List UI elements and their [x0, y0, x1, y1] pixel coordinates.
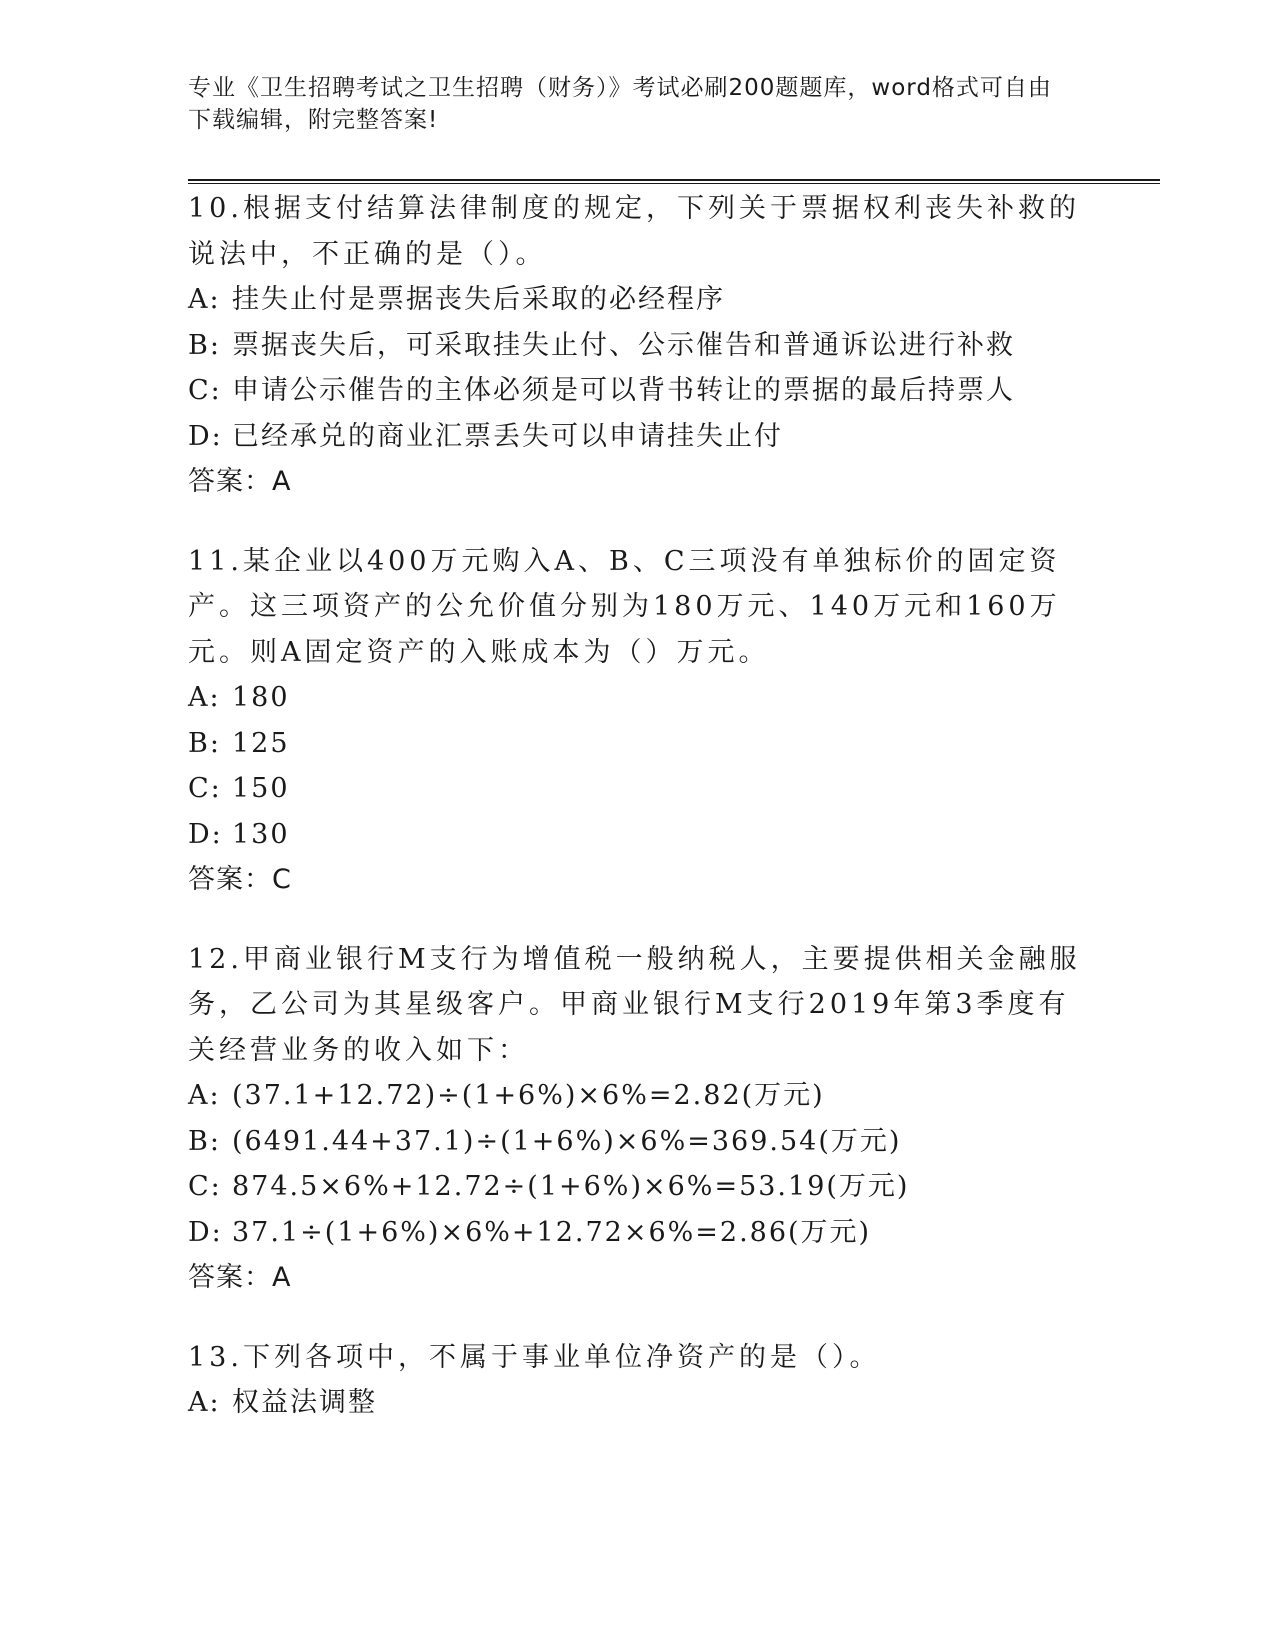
- option-a: [188, 1073, 1088, 1119]
- option-text: 37.1÷(1+6%)×6%+12.72×6%=2.86(万元): [232, 1216, 872, 1248]
- question-stem: 13.下列各项中，不属于事业单位净资产的是（）。: [188, 1341, 881, 1373]
- option-text: 130: [232, 818, 290, 850]
- question-stem: 10.根据支付结算法律制度的规定，下列关于票据权利丧失补救的说法中，不正确的是（）。: [188, 193, 1080, 270]
- option-key: B:: [188, 727, 221, 759]
- option-c: [188, 766, 1088, 812]
- option-c: [188, 368, 1088, 414]
- option-text: 874.5×6%+12.72÷(1+6%)×6%=53.19(万元): [232, 1171, 910, 1202]
- question-list: [188, 186, 1088, 1460]
- answer-line: 答案：A: [188, 1262, 292, 1293]
- option-key: D:: [188, 1216, 223, 1248]
- option-b: [188, 323, 1088, 369]
- option-text: 180: [232, 682, 290, 713]
- option-key: B:: [188, 1125, 221, 1157]
- option-a: [188, 675, 1088, 721]
- option-text: (37.1+12.72)÷(1+6%)×6%=2.82(万元): [232, 1080, 825, 1111]
- option-key: A:: [188, 1387, 221, 1418]
- header-divider: [188, 179, 1160, 184]
- option-d: [188, 812, 1088, 858]
- option-text: (6491.44+37.1)÷(1+6%)×6%=369.54(万元): [232, 1125, 902, 1157]
- option-text: 挂失止付是票据丧失后采取的必经程序: [232, 284, 725, 315]
- option-key: C:: [188, 1171, 222, 1202]
- option-key: C:: [188, 773, 222, 804]
- option-d: [188, 1210, 1088, 1256]
- option-a: [188, 1380, 1088, 1426]
- option-key: D:: [188, 818, 223, 850]
- answer-line: 答案：A: [188, 466, 292, 497]
- question-stem: 11.某企业以400万元购入A、B、C三项没有单独标价的固定资产。这三项资产的公允价值分别为180万元、140万元和160万元。则A固定资产的入账成本为（）万元。: [188, 545, 1061, 668]
- option-text: 权益法调整: [232, 1387, 377, 1418]
- option-key: A:: [188, 682, 221, 713]
- option-text: 已经承兑的商业汇票丢失可以申请挂失止付: [232, 420, 783, 452]
- option-key: D:: [188, 420, 223, 452]
- option-text: 申请公示催告的主体必须是可以背书转让的票据的最后持票人: [232, 375, 1015, 406]
- question-10: [188, 186, 1088, 505]
- option-key: B:: [188, 329, 221, 361]
- question-13: [188, 1335, 1088, 1426]
- question-11: [188, 539, 1088, 903]
- question-stem: 12.甲商业银行M支行为增值税一般纳税人，主要提供相关金融服务，乙公司为其星级客户。甲商业银行M支行2019年第3季度有关经营业务的收入如下：: [188, 943, 1081, 1066]
- option-key: A:: [188, 284, 221, 315]
- option-text: 150: [232, 773, 290, 804]
- question-12: [188, 937, 1088, 1301]
- option-key: C:: [188, 375, 222, 406]
- option-d: [188, 414, 1088, 460]
- option-b: [188, 1119, 1088, 1165]
- option-c: [188, 1164, 1088, 1210]
- header-intro-text: 专业《卫生招聘考试之卫生招聘（财务）》考试必刷200题题库，word格式可自由下载编辑，附完整答案!: [188, 75, 1052, 133]
- option-a: [188, 277, 1088, 323]
- option-text: 125: [232, 727, 290, 759]
- answer-line: 答案：C: [188, 864, 292, 895]
- option-b: [188, 721, 1088, 767]
- option-key: A:: [188, 1080, 221, 1111]
- option-text: 票据丧失后，可采取挂失止付、公示催告和普通诉讼进行补救: [232, 329, 1015, 361]
